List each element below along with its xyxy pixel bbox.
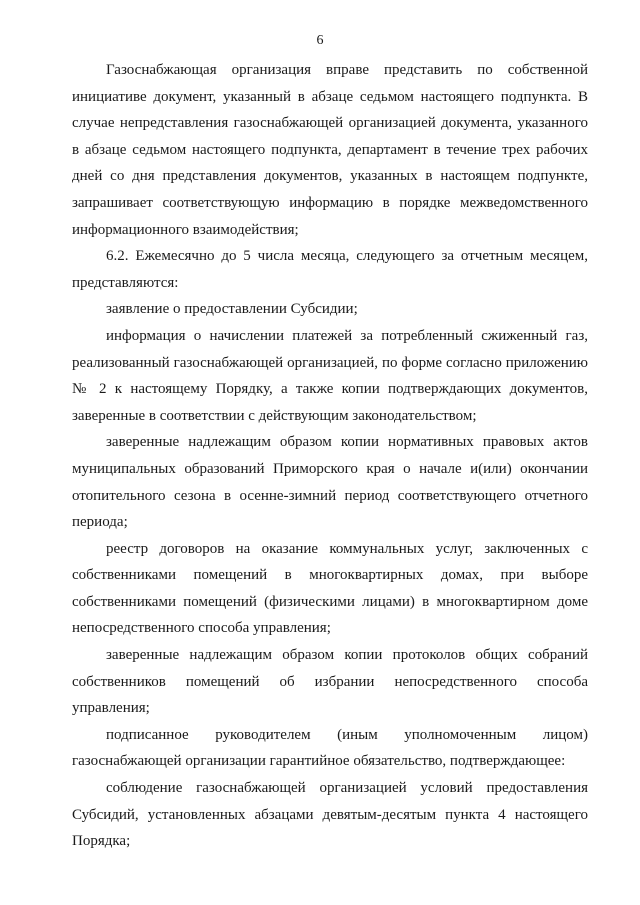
paragraph-contract-register: реестр договоров на оказание коммунальных услуг, заключенных с собственниками помещений в многоквартирных домах, при выборе собственниками помещений (физическими лицами) в многоквартирном доме непосредственного способа управления; [72,540,588,637]
paragraph-subsidy-conditions: соблюдение газоснабжающей организацией условий предоставления Субсидий, установленных абзацами девятым-десятым пункта 4 настоящего Порядка; [72,780,588,850]
page-number: 6 [316,33,324,48]
document-body [72,57,588,855]
paragraph-supplier-right: Газоснабжающая организация вправе представить по собственной инициативе документ, указанный в абзаце седьмом настоящего подпункта. В случае непредставления газоснабжающей организацией документа, указанного в абзаце седьмом настоящего подпункта, департамент в течение трех рабочих дней со дня представления документов, указанных в настоящем подпункте, запрашивает соответствующую информацию в порядке межведомственного информационного взаимодействия; [72,62,588,238]
paragraph-payment-info: информация о начислении платежей за потребленный сжиженный газ, реализованный газоснабжающей организацией, по форме согласно приложению № 2 к настоящему Порядку, а также копии подтверждающих документов, заверенные в соответствии с действующим законодательством; [72,327,588,424]
paragraph-monthly-submission: 6.2. Ежемесячно до 5 числа месяца, следующего за отчетным месяцем, представляются: [72,248,588,291]
paragraph-subsidy-application: заявление о предоставлении Субсидии; [106,301,358,318]
paragraph-heating-season-acts: заверенные надлежащим образом копии нормативных правовых актов муниципальных образований Приморского края о начале и(или) окончании отопительного сезона в осенне-зимний период соответствующего отчетного периода; [72,434,588,531]
paragraph-guarantee-obligation: подписанное руководителем (иным уполномоченным лицом) газоснабжающей организации гарантийное обязательство, подтверждающее: [72,726,588,770]
paragraph-meeting-protocols: заверенные надлежащим образом копии протоколов общих собраний собственников помещений об избрании непосредственного способа управления; [72,647,588,717]
